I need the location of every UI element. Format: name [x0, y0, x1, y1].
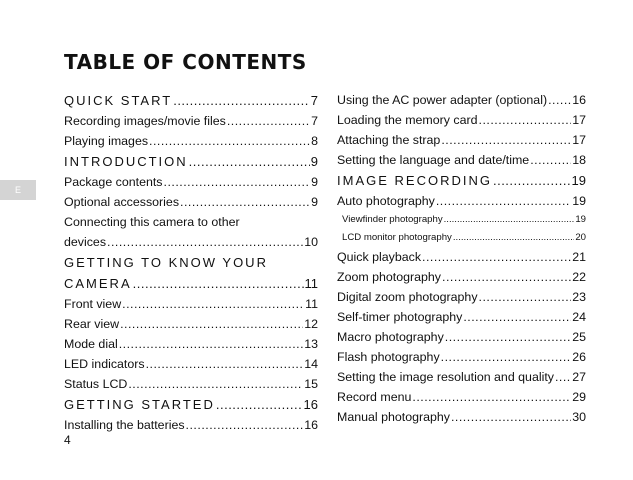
- toc-entry: [337, 327, 586, 347]
- dot-leader: [463, 307, 571, 327]
- toc-entry: [64, 314, 318, 334]
- dot-leader: [493, 170, 571, 191]
- page-title: TABLE OF CONTENTS: [64, 50, 307, 74]
- toc-page-number: 11: [305, 297, 318, 311]
- toc-entry-title: Front view: [64, 297, 122, 311]
- toc-entry-title: Setting the language and date/time: [337, 153, 530, 167]
- toc-left-column: [64, 90, 318, 435]
- toc-entry-title: Installing the batteries: [64, 418, 185, 432]
- dot-leader: [445, 327, 571, 347]
- toc-entry-title: Mode dial: [64, 337, 118, 351]
- toc-page-number: 26: [572, 350, 586, 364]
- toc-entry-title: Flash photography: [337, 350, 440, 364]
- toc-entry-title: LCD monitor photography: [342, 232, 452, 243]
- toc-entry-title: GETTING STARTED: [64, 397, 215, 412]
- toc-section-heading: [337, 170, 586, 191]
- dot-leader: [444, 211, 575, 229]
- toc-entry-title: Viewfinder photography: [342, 214, 443, 225]
- toc-entry: [64, 334, 318, 354]
- toc-page-number: 27: [572, 370, 586, 384]
- dot-leader: [530, 150, 571, 170]
- toc-page-number: 17: [572, 113, 586, 127]
- dot-leader: [128, 374, 303, 394]
- toc-entry-title: Zoom photography: [337, 270, 442, 284]
- toc-entry-title: Using the AC power adapter (optional): [337, 93, 548, 107]
- toc-entry: [337, 90, 586, 110]
- toc-entry-title: Digital zoom photography: [337, 290, 478, 304]
- dot-leader: [146, 354, 304, 374]
- toc-entry: [337, 307, 586, 327]
- dot-leader: [186, 415, 304, 435]
- toc-page-number: 9: [311, 175, 318, 189]
- toc-page-number: 22: [572, 270, 586, 284]
- toc-entry: [337, 287, 586, 307]
- toc-entry-title: devices: [64, 235, 107, 249]
- toc-page-number: 14: [304, 357, 318, 371]
- toc-page-number: 19: [572, 194, 586, 208]
- toc-entry: [64, 415, 318, 435]
- dot-leader: [122, 294, 304, 314]
- toc-page-number: 12: [304, 317, 318, 331]
- toc-entry-title: Playing images: [64, 134, 149, 148]
- dot-leader: [453, 229, 574, 247]
- toc-page-number: 7: [310, 93, 318, 108]
- toc-section-heading: [64, 394, 318, 415]
- toc-entry: [64, 172, 318, 192]
- toc-entry: [337, 191, 586, 211]
- toc-entry-line: GETTING TO KNOW YOUR: [64, 255, 268, 270]
- dot-leader: [149, 131, 310, 151]
- toc-page-number: 16: [303, 397, 318, 412]
- toc-entry-title: INTRODUCTION: [64, 154, 188, 169]
- toc-entry-title: Record menu: [337, 390, 412, 404]
- toc-entry: [337, 367, 586, 387]
- dot-leader: [479, 110, 572, 130]
- toc-entry: [64, 374, 318, 394]
- toc-entry-title: Rear view: [64, 317, 120, 331]
- toc-entry: [337, 267, 586, 287]
- toc-page-number: 21: [572, 250, 586, 264]
- toc-section-heading: [64, 151, 318, 172]
- dot-leader: [120, 314, 303, 334]
- toc-page-number: 25: [572, 330, 586, 344]
- dot-leader: [164, 172, 311, 192]
- toc-page-number: 8: [311, 134, 318, 148]
- toc-entry-title: Loading the memory card: [337, 113, 478, 127]
- toc-entry: [337, 150, 586, 170]
- toc-entry: [337, 407, 586, 427]
- toc-page-number: 19: [575, 214, 586, 225]
- dot-leader: [442, 267, 571, 287]
- toc-page-number: 9: [310, 154, 318, 169]
- toc-page-number: 24: [572, 310, 586, 324]
- toc-entry-title: Attaching the strap: [337, 133, 441, 147]
- toc-page-number: 16: [304, 418, 318, 432]
- toc-page-number: 23: [572, 290, 586, 304]
- dot-leader: [412, 387, 571, 407]
- toc-page-number: 17: [572, 133, 586, 147]
- dot-leader: [441, 130, 571, 150]
- toc-entry-title: Macro photography: [337, 330, 444, 344]
- toc-entry-title: Self-timer photography: [337, 310, 463, 324]
- toc-page-number: 15: [304, 377, 318, 391]
- dot-leader: [555, 367, 571, 387]
- dot-leader: [479, 287, 572, 307]
- dot-leader: [216, 394, 303, 415]
- dot-leader: [451, 407, 571, 427]
- toc-page-number: 10: [304, 235, 318, 249]
- toc-entry: [337, 387, 586, 407]
- dot-leader: [107, 232, 303, 252]
- toc-entry-title: Manual photography: [337, 410, 450, 424]
- toc-entry: [64, 354, 318, 374]
- dot-leader: [441, 347, 572, 367]
- toc-entry-title: IMAGE RECORDING: [337, 173, 492, 188]
- toc-page-number: 13: [304, 337, 318, 351]
- dot-leader: [180, 192, 310, 212]
- toc-section-heading: [64, 90, 318, 111]
- dot-leader: [422, 247, 571, 267]
- toc-page-number: 29: [572, 390, 586, 404]
- toc-section-heading: [64, 273, 318, 294]
- toc-page-number: 19: [571, 173, 586, 188]
- toc-entry-title: Package contents: [64, 175, 163, 189]
- toc-entry-title: Recording images/movie files: [64, 114, 226, 128]
- dot-leader: [189, 151, 310, 172]
- toc-page-number: 11: [304, 276, 318, 291]
- toc-page-number: 9: [311, 195, 318, 209]
- toc-entry: [337, 229, 586, 247]
- toc-entry: [337, 110, 586, 130]
- toc-entry: [64, 192, 318, 212]
- toc-entry-title: Quick playback: [337, 250, 422, 264]
- toc-entry: [337, 211, 586, 229]
- toc-page-number: 18: [572, 153, 586, 167]
- toc-entry: [64, 232, 318, 252]
- toc-page-number: 30: [572, 410, 586, 424]
- toc-entry: [64, 111, 318, 131]
- toc-entry-title: Setting the image resolution and quality: [337, 370, 554, 384]
- language-tab: E: [0, 180, 36, 200]
- toc-entry: [337, 247, 586, 267]
- dot-leader: [436, 191, 571, 211]
- toc-page-number: 16: [572, 93, 586, 107]
- dot-leader: [119, 334, 303, 354]
- toc-entry-title: Status LCD: [64, 377, 128, 391]
- toc-entry-title: QUICK START: [64, 93, 173, 108]
- toc-entry: [64, 294, 318, 314]
- dot-leader: [173, 90, 310, 111]
- toc-entry-title: Optional accessories: [64, 195, 180, 209]
- dot-leader: [548, 90, 571, 110]
- toc-entry: [64, 131, 318, 151]
- toc-page-number: 20: [575, 232, 586, 243]
- toc-page-number: 7: [311, 114, 318, 128]
- toc-entry-line: Connecting this camera to other: [64, 215, 240, 229]
- dot-leader: [133, 273, 304, 294]
- toc-entry-title: CAMERA: [64, 276, 132, 291]
- toc-entry: [337, 347, 586, 367]
- toc-entry-title: Auto photography: [337, 194, 435, 208]
- page-number: 4: [64, 433, 71, 447]
- dot-leader: [227, 111, 310, 131]
- toc-entry-title: LED indicators: [64, 357, 145, 371]
- toc-entry: [337, 130, 586, 150]
- toc-right-column: [337, 90, 586, 427]
